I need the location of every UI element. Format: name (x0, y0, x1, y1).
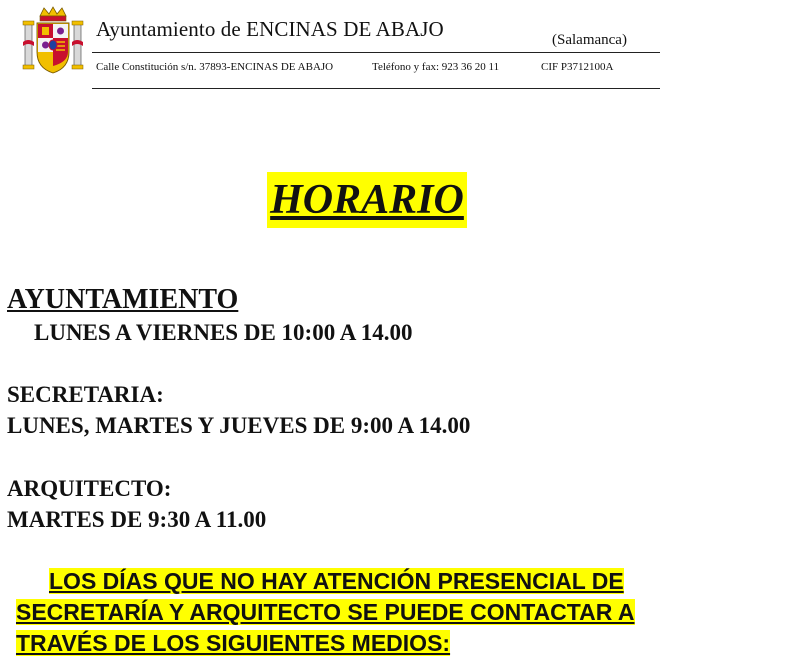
notice-line: TRAVÉS DE LOS SIGUIENTES MEDIOS: (16, 630, 451, 656)
spain-coat-of-arms-icon (22, 6, 84, 76)
notice-line: SECRETARÍA Y ARQUITECTO SE PUEDE CONTACTAR A (16, 599, 635, 625)
section-heading-ayuntamiento: AYUNTAMIENTO (7, 284, 239, 315)
council-name: Ayuntamiento de ENCINAS DE ABAJO (96, 17, 444, 41)
council-cif: CIF P3712100A (541, 61, 614, 73)
hours-arquitecto: MARTES DE 9:30 A 11.00 (7, 507, 267, 532)
section-heading-secretaria: SECRETARIA: (7, 382, 164, 407)
hours-ayuntamiento: LUNES A VIERNES DE 10:00 A 14.00 (34, 320, 413, 345)
title-container (0, 172, 734, 228)
letterhead-bottom-rule (92, 88, 660, 89)
letterhead-top-rule (92, 52, 660, 53)
council-address: Calle Constitución s/n. 37893-ENCINAS DE ABAJO (96, 61, 334, 73)
province-name: (Salamanca) (552, 32, 627, 48)
contact-notice (16, 566, 706, 659)
council-phone-fax: Teléfono y fax: 923 36 20 11 (372, 61, 500, 73)
notice-line: LOS DÍAS QUE NO HAY ATENCIÓN PRESENCIAL DE (49, 568, 624, 594)
hours-secretaria: LUNES, MARTES Y JUEVES DE 9:00 A 14.00 (7, 413, 471, 438)
page-title: HORARIO (267, 172, 467, 228)
section-heading-arquitecto: ARQUITECTO: (7, 476, 172, 501)
letterhead (0, 0, 800, 100)
